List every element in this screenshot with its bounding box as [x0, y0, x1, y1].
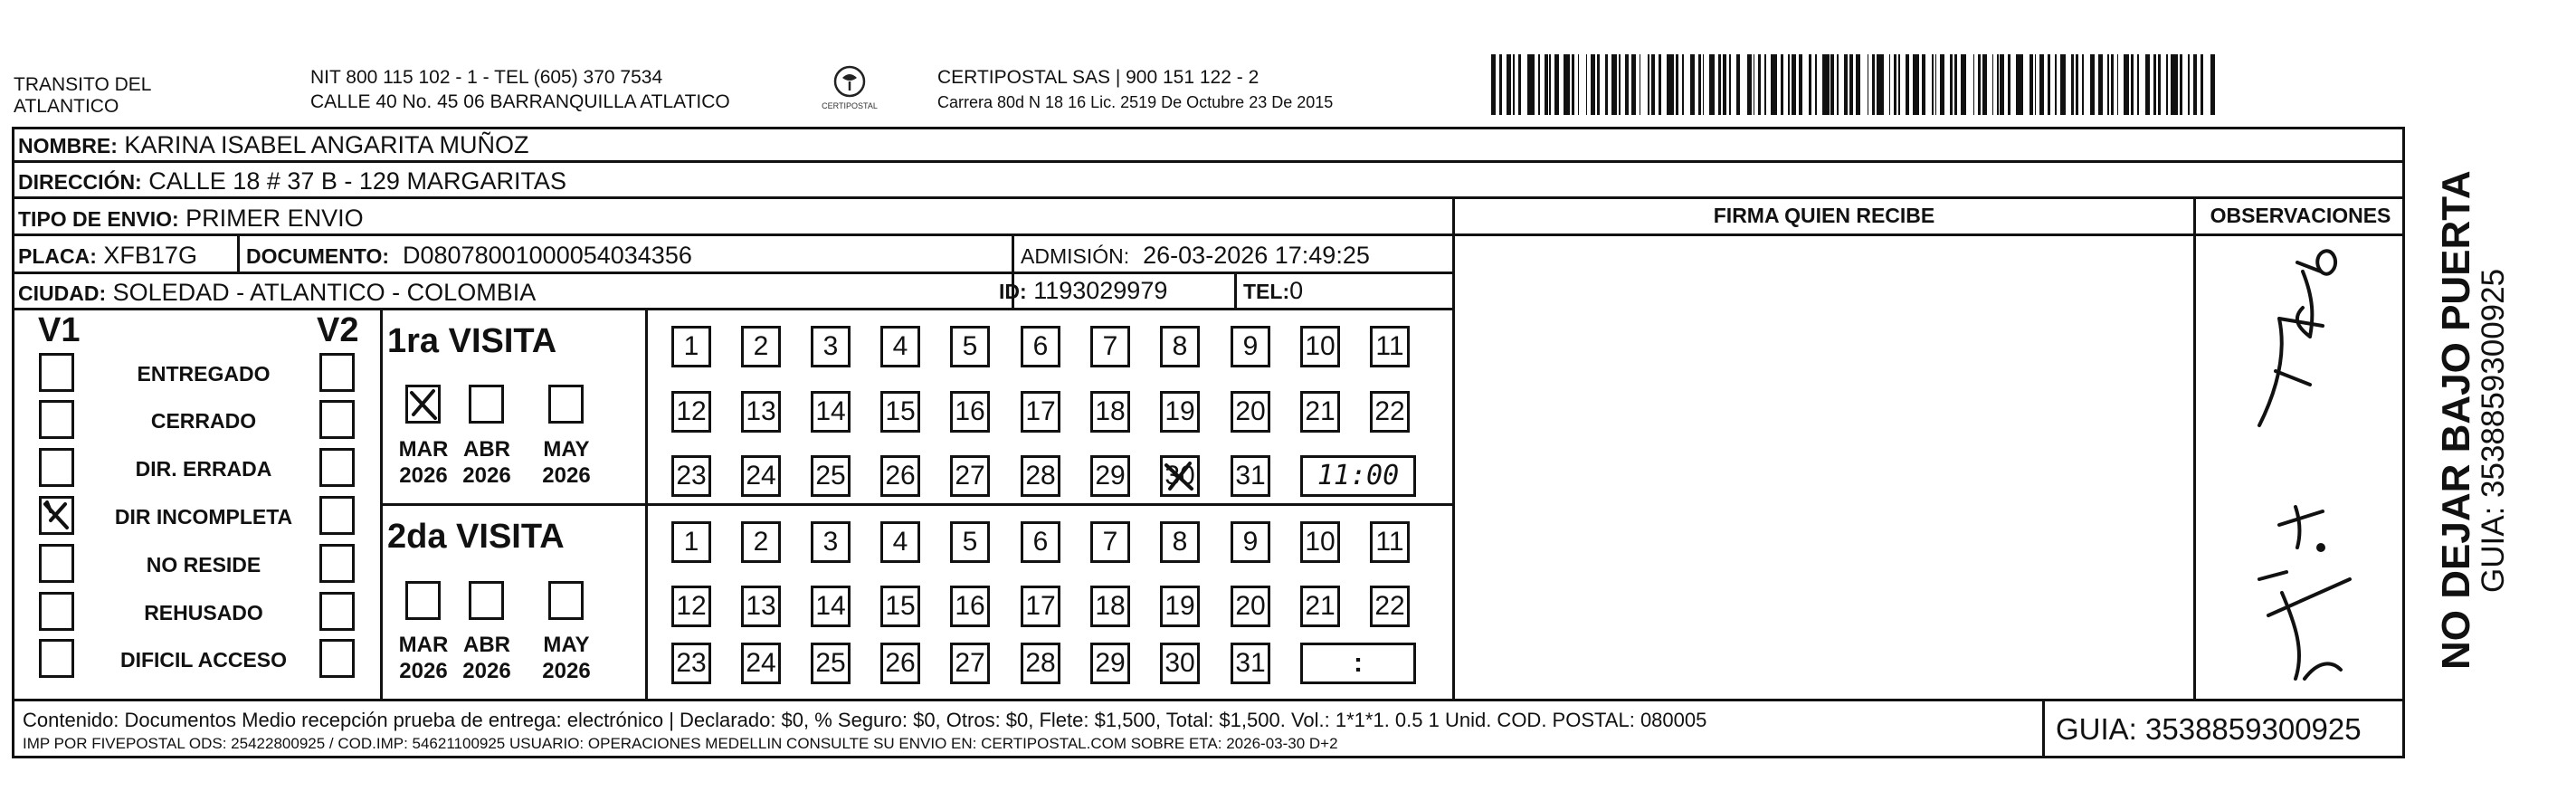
- v1-checkbox-entregado[interactable]: [39, 353, 74, 392]
- visit2-month-checkbox-abr[interactable]: [469, 581, 504, 620]
- barcode-bar: [1648, 54, 1649, 115]
- divider: [645, 308, 648, 700]
- barcode-bar: [2082, 54, 2084, 115]
- visit2-day-29[interactable]: 29: [1090, 643, 1130, 684]
- barcode-bar: [2090, 54, 2095, 115]
- barcode-bar: [1513, 54, 1515, 115]
- visit2-day-1[interactable]: 1: [671, 521, 711, 563]
- visit1-month-label: [535, 436, 598, 489]
- placa-value: XFB17G: [103, 242, 197, 269]
- company-name: CERTIPOSTAL SAS | 900 151 122 - 2: [937, 67, 1259, 88]
- barcode-bar: [2145, 54, 2150, 115]
- barcode-bar: [1591, 54, 1595, 115]
- status-label: DIFICIL ACCESO: [119, 648, 287, 672]
- barcode-bar: [1954, 54, 1957, 115]
- barcode-bar: [1922, 54, 1925, 115]
- barcode-bar: [1640, 54, 1641, 115]
- visit1-month-label: [455, 436, 518, 489]
- ciudad-value: SOLEDAD - ATLANTICO - COLOMBIA: [112, 279, 537, 306]
- barcode-bar: [1538, 54, 1540, 115]
- month-year: 2026: [462, 659, 511, 683]
- barcode-bar: [1619, 54, 1621, 115]
- visit1-day-30[interactable]: 30: [1160, 455, 1200, 497]
- visit1-day-18[interactable]: 18: [1090, 391, 1130, 433]
- barcode-bar: [1625, 54, 1628, 115]
- barcode-bar: [2098, 54, 2103, 115]
- visit2-day-12[interactable]: 12: [671, 586, 711, 627]
- barcode-bar: [1877, 54, 1884, 115]
- documento-label: DOCUMENTO:: [246, 244, 390, 268]
- barcode-bar: [1491, 54, 1496, 115]
- barcode-bar: [1868, 54, 1869, 115]
- barcode-bar: [1932, 54, 1934, 115]
- barcode-bar: [2048, 54, 2050, 115]
- visit2-day-11[interactable]: 11: [1370, 521, 1410, 563]
- visit2-day-13[interactable]: 13: [741, 586, 781, 627]
- barcode-bar: [2008, 54, 2010, 115]
- visit2-day-9[interactable]: 9: [1231, 521, 1270, 563]
- certipostal-logo: [813, 63, 887, 118]
- barcode-bar: [1572, 54, 1574, 115]
- barcode-bar: [1597, 54, 1600, 115]
- visit2-day-2[interactable]: 2: [741, 521, 781, 563]
- visit1-day-20[interactable]: 20: [1231, 391, 1270, 433]
- barcode-bar: [1690, 54, 1695, 115]
- visit1-day-5[interactable]: 5: [950, 326, 990, 367]
- barcode-bar: [1682, 54, 1684, 115]
- visit1-day-14[interactable]: 14: [811, 391, 851, 433]
- signature-area[interactable]: [1455, 235, 2193, 699]
- barcode-bar: [2166, 54, 2168, 115]
- visit1-day-13[interactable]: 13: [741, 391, 781, 433]
- status-label: CERRADO: [150, 409, 257, 433]
- barcode-bar: [1978, 54, 1981, 115]
- barcode-bar: [1830, 54, 1833, 115]
- barcode-bar: [1913, 54, 1918, 115]
- barcode-bar: [1527, 54, 1535, 115]
- barcode-bar: [1781, 54, 1783, 115]
- status-label: ENTREGADO: [137, 362, 271, 386]
- direccion-value: CALLE 18 # 37 B - 129 MARGARITAS: [148, 167, 566, 195]
- visit2-day-22[interactable]: 22: [1370, 586, 1410, 627]
- barcode-bar: [2180, 54, 2182, 115]
- visit2-day-16[interactable]: 16: [950, 586, 990, 627]
- barcode-bar: [2210, 54, 2215, 115]
- barcode-bar: [1809, 54, 1811, 115]
- visit1-day-25[interactable]: 25: [811, 455, 851, 497]
- tipo-envio-row: [18, 205, 364, 233]
- visit2-month-checkbox-mar[interactable]: [405, 581, 441, 620]
- barcode-bar: [2035, 54, 2037, 115]
- v2-header: V2: [317, 311, 359, 349]
- visit2-day-5[interactable]: 5: [950, 521, 990, 563]
- visit2-title: 2da VISITA: [387, 518, 565, 556]
- company-license: Carrera 80d N 18 16 Lic. 2519 De Octubre 23 De 2015: [937, 93, 1334, 111]
- barcode: [1491, 54, 2222, 115]
- imp-text: IMP POR FIVEPOSTAL ODS: 25422800925 / COD.IMP: 54621100925 USUARIO: OPERACIONES MEDELLIN CONSULTE SU ENVIO EN: CERTIPOSTAL.COM SOBRE ETA: 2026-03-30 D+2: [23, 735, 1338, 752]
- observaciones-header: OBSERVACIONES: [2210, 204, 2391, 227]
- v2-checkbox-rehusado[interactable]: [319, 592, 355, 631]
- visit2-month-label: [535, 632, 598, 684]
- barcode-bar: [1940, 54, 1944, 115]
- barcode-bar: [1997, 54, 1999, 115]
- visit2-month-label: [455, 632, 518, 684]
- cross-mark-icon: [1163, 458, 1197, 494]
- tel-field: [1243, 277, 1303, 305]
- month-year: 2026: [462, 463, 511, 488]
- divider: [12, 272, 1455, 274]
- barcode-bar: [2039, 54, 2044, 115]
- month-name: ABR: [463, 437, 510, 462]
- svg-text:CERTIPOSTAL: CERTIPOSTAL: [822, 101, 878, 110]
- side-guia: GUIA: 3538859300925: [2476, 268, 2511, 593]
- observaciones-area[interactable]: [2196, 235, 2405, 699]
- visit2-day-15[interactable]: 15: [880, 586, 920, 627]
- visit2-day-24[interactable]: 24: [741, 643, 781, 684]
- barcode-bar: [2000, 54, 2004, 115]
- month-name: MAY: [543, 437, 590, 462]
- barcode-bar: [1709, 54, 1715, 115]
- admision-label: ADMISIÓN:: [1021, 244, 1130, 268]
- barcode-bar: [2107, 54, 2109, 115]
- v1-checkbox-cerrado[interactable]: [39, 400, 74, 439]
- divider: [2042, 699, 2045, 758]
- barcode-bar: [1849, 54, 1852, 115]
- visit2-day-26[interactable]: 26: [880, 643, 920, 684]
- barcode-bar: [2071, 54, 2074, 115]
- barcode-bar: [2055, 54, 2057, 115]
- visit1-day-19[interactable]: 19: [1160, 391, 1200, 433]
- barcode-bar: [1815, 54, 1817, 115]
- barcode-bar: [1894, 54, 1896, 115]
- sender-address: CALLE 40 No. 45 06 BARRANQUILLA ATLATICO: [310, 91, 730, 112]
- visit1-day-1[interactable]: 1: [671, 326, 711, 367]
- no-dejar-bajo-puerta: NO DEJAR BAJO PUERTA: [2434, 170, 2478, 670]
- visit2-day-3[interactable]: 3: [811, 521, 851, 563]
- barcode-bar: [1935, 54, 1937, 115]
- barcode-bar: [2111, 54, 2114, 115]
- month-year: 2026: [542, 463, 591, 488]
- barcode-bar: [1788, 54, 1790, 115]
- barcode-bar: [1545, 54, 1547, 115]
- v2-checkbox-no-reside[interactable]: [319, 544, 355, 583]
- visit2-day-17[interactable]: 17: [1021, 586, 1060, 627]
- barcode-bar: [2171, 54, 2178, 115]
- visit1-time-field[interactable]: 11:00: [1300, 455, 1416, 497]
- contenido-text: Contenido: Documentos Medio recepción prueba de entrega: electrónico | Declarado: $0, % Seguro: $0, Otros: $0, Flete: $1,500, Total: $1,500. Vol.: 1*1*1. 0.5 1 Unid. COD. POSTAL: 080005: [23, 709, 1707, 731]
- visit1-day-17[interactable]: 17: [1021, 391, 1060, 433]
- divider: [380, 308, 383, 700]
- barcode-bar: [1822, 54, 1830, 115]
- tipo-envio-label: TIPO DE ENVIO:: [18, 207, 179, 231]
- sender-name-line2: ATLANTICO: [14, 96, 119, 117]
- visit1-month-checkbox-mar[interactable]: [405, 385, 441, 424]
- visit2-day-8[interactable]: 8: [1160, 521, 1200, 563]
- visit1-day-10[interactable]: 10: [1300, 326, 1340, 367]
- barcode-bar: [1729, 54, 1731, 115]
- barcode-bar: [1961, 54, 1966, 115]
- visit2-day-6[interactable]: 6: [1021, 521, 1060, 563]
- visit2-day-27[interactable]: 27: [950, 643, 990, 684]
- v2-checkbox-dir-incompleta[interactable]: [319, 496, 355, 535]
- barcode-bar: [1982, 54, 1987, 115]
- sender-nit: NIT 800 115 102 - 1 - TEL (605) 370 7534: [310, 67, 663, 88]
- barcode-bar: [2029, 54, 2032, 115]
- barcode-bar: [1499, 54, 1502, 115]
- visit1-day-2[interactable]: 2: [741, 326, 781, 367]
- barcode-bar: [1771, 54, 1776, 115]
- check-mark-icon: [408, 387, 438, 421]
- visit2-day-18[interactable]: 18: [1090, 586, 1130, 627]
- firma-header: FIRMA QUIEN RECIBE: [1713, 204, 1935, 227]
- tipo-envio-value: PRIMER ENVIO: [185, 205, 364, 232]
- barcode-bar: [1764, 54, 1766, 115]
- month-name: MAR: [398, 633, 449, 657]
- barcode-bar: [1758, 54, 1761, 115]
- month-name: MAY: [543, 633, 590, 657]
- barcode-bar: [1973, 54, 1975, 115]
- v1-checkbox-dificil-acceso[interactable]: [39, 639, 74, 678]
- visit1-month-checkbox-abr[interactable]: [469, 385, 504, 424]
- visit2-day-28[interactable]: 28: [1021, 643, 1060, 684]
- barcode-bar: [1676, 54, 1678, 115]
- barcode-bar: [1698, 54, 1701, 115]
- barcode-bar: [1844, 54, 1849, 115]
- divider: [237, 233, 240, 272]
- ciudad-label: CIUDAD:: [18, 281, 107, 305]
- admision-field: [1021, 242, 1370, 270]
- barcode-bar: [1906, 54, 1910, 115]
- barcode-bar: [2124, 54, 2129, 115]
- barcode-bar: [1507, 54, 1511, 115]
- barcode-bar: [2201, 54, 2203, 115]
- month-name: MAR: [398, 437, 449, 462]
- v1-checkbox-dir-incompleta[interactable]: [39, 496, 74, 535]
- visit2-month-label: [392, 632, 455, 684]
- barcode-bar: [1549, 54, 1551, 115]
- visit1-title: 1ra VISITA: [387, 322, 557, 360]
- check-mark-icon: [42, 499, 71, 532]
- admision-value: 26-03-2026 17:49:25: [1143, 242, 1370, 269]
- visit2-day-19[interactable]: 19: [1160, 586, 1200, 627]
- v1-checkbox-rehusado[interactable]: [39, 592, 74, 631]
- barcode-bar: [2153, 54, 2156, 115]
- barcode-bar: [1631, 54, 1636, 115]
- barcode-bar: [2193, 54, 2198, 115]
- v2-checkbox-dificil-acceso[interactable]: [319, 639, 355, 678]
- barcode-bar: [1754, 54, 1755, 115]
- direccion-row: [18, 167, 566, 195]
- visit2-day-20[interactable]: 20: [1231, 586, 1270, 627]
- visit1-day-8[interactable]: 8: [1160, 326, 1200, 367]
- divider: [12, 196, 2405, 199]
- visit1-day-26[interactable]: 26: [880, 455, 920, 497]
- visit2-day-30[interactable]: 30: [1160, 643, 1200, 684]
- visit2-day-7[interactable]: 7: [1090, 521, 1130, 563]
- status-label: DIR INCOMPLETA: [114, 505, 293, 529]
- barcode-bar: [2117, 54, 2119, 115]
- visit2-time-field[interactable]: :: [1300, 643, 1416, 684]
- month-year: 2026: [399, 659, 448, 683]
- tel-value: 0: [1289, 277, 1304, 304]
- ciudad-field: [18, 279, 536, 307]
- placa-label: PLACA:: [18, 244, 97, 268]
- status-label: REHUSADO: [144, 601, 263, 624]
- status-label: DIR. ERRADA: [135, 457, 272, 481]
- visit2-day-21[interactable]: 21: [1300, 586, 1340, 627]
- sender-name-line1: TRANSITO DEL: [14, 74, 152, 95]
- v1-checkbox-dir-errada[interactable]: [39, 448, 74, 487]
- visit1-day-21[interactable]: 21: [1300, 391, 1340, 433]
- v2-checkbox-cerrado[interactable]: [319, 400, 355, 439]
- barcode-bar: [2076, 54, 2078, 115]
- visit1-day-7[interactable]: 7: [1090, 326, 1130, 367]
- barcode-bar: [1703, 54, 1705, 115]
- footer-guia: GUIA: 3538859300925: [2056, 712, 2362, 746]
- barcode-bar: [2131, 54, 2134, 115]
- month-year: 2026: [399, 463, 448, 488]
- barcode-bar: [1736, 54, 1741, 115]
- visit1-day-23[interactable]: 23: [671, 455, 711, 497]
- barcode-bar: [2016, 54, 2023, 115]
- barcode-bar: [2158, 54, 2161, 115]
- nombre-row: [18, 131, 529, 159]
- barcode-bar: [1889, 54, 1891, 115]
- visit2-day-4[interactable]: 4: [880, 521, 920, 563]
- barcode-bar: [1950, 54, 1953, 115]
- visit2-day-10[interactable]: 10: [1300, 521, 1340, 563]
- visit1-day-11[interactable]: 11: [1370, 326, 1410, 367]
- tel-label: TEL:: [1243, 280, 1290, 303]
- divider: [1234, 272, 1237, 308]
- nombre-value: KARINA ISABEL ANGARITA MUÑOZ: [124, 131, 529, 158]
- id-value: 1193029979: [1033, 277, 1168, 304]
- barcode-bar: [1799, 54, 1801, 115]
- barcode-bar: [1578, 54, 1580, 115]
- barcode-bar: [1792, 54, 1796, 115]
- barcode-bar: [1747, 54, 1752, 115]
- visit1-day-29[interactable]: 29: [1090, 455, 1130, 497]
- visit1-month-checkbox-may[interactable]: [548, 385, 584, 424]
- barcode-bar: [1992, 54, 1994, 115]
- barcode-bar: [1605, 54, 1608, 115]
- visit1-day-12[interactable]: 12: [671, 391, 711, 433]
- visit2-day-25[interactable]: 25: [811, 643, 851, 684]
- barcode-bar: [1837, 54, 1839, 115]
- barcode-bar: [1611, 54, 1617, 115]
- visit1-day-22[interactable]: 22: [1370, 391, 1410, 433]
- barcode-bar: [1898, 54, 1900, 115]
- barcode-bar: [1856, 54, 1860, 115]
- visit1-day-6[interactable]: 6: [1021, 326, 1060, 367]
- barcode-bar: [1659, 54, 1661, 115]
- barcode-bar: [1872, 54, 1875, 115]
- barcode-bar: [2060, 54, 2066, 115]
- divider: [380, 503, 1455, 506]
- visit1-month-label: [392, 436, 455, 489]
- barcode-bar: [1667, 54, 1674, 115]
- visit1-day-24[interactable]: 24: [741, 455, 781, 497]
- id-label: ID:: [999, 280, 1027, 303]
- barcode-bar: [1564, 54, 1569, 115]
- visit1-day-16[interactable]: 16: [950, 391, 990, 433]
- handwritten-observation: [2196, 235, 2405, 699]
- direccion-label: DIRECCIÓN:: [18, 170, 142, 194]
- nombre-label: NOMBRE:: [18, 134, 118, 157]
- divider: [12, 699, 2405, 701]
- divider: [12, 308, 1455, 310]
- status-label: NO RESIDE: [146, 553, 261, 577]
- barcode-bar: [1554, 54, 1559, 115]
- visit2-day-23[interactable]: 23: [671, 643, 711, 684]
- barcode-bar: [1723, 54, 1725, 115]
- barcode-bar: [2137, 54, 2139, 115]
- month-name: ABR: [463, 633, 510, 657]
- visit2-month-checkbox-may[interactable]: [548, 581, 584, 620]
- documento-value: D08078001000054034356: [403, 242, 692, 269]
- visit1-day-31[interactable]: 31: [1231, 455, 1270, 497]
- barcode-bar: [1651, 54, 1656, 115]
- month-year: 2026: [542, 659, 591, 683]
- v1-checkbox-no-reside[interactable]: [39, 544, 74, 583]
- visit2-day-14[interactable]: 14: [811, 586, 851, 627]
- v2-checkbox-entregado[interactable]: [319, 353, 355, 392]
- visit1-day-15[interactable]: 15: [880, 391, 920, 433]
- visit1-day-4[interactable]: 4: [880, 326, 920, 367]
- visit2-day-31[interactable]: 31: [1231, 643, 1270, 684]
- placa-field: [18, 242, 197, 270]
- documento-field: [246, 242, 692, 270]
- divider: [12, 160, 2405, 163]
- barcode-bar: [1586, 54, 1588, 115]
- visit1-day-3[interactable]: 3: [811, 326, 851, 367]
- barcode-bar: [1718, 54, 1721, 115]
- barcode-bar: [1518, 54, 1521, 115]
- visit1-day-28[interactable]: 28: [1021, 455, 1060, 497]
- v1-header: V1: [38, 311, 81, 349]
- v2-checkbox-dir-errada[interactable]: [319, 448, 355, 487]
- id-field: [999, 277, 1167, 305]
- barcode-bar: [2188, 54, 2190, 115]
- visit1-day-27[interactable]: 27: [950, 455, 990, 497]
- visit1-day-9[interactable]: 9: [1231, 326, 1270, 367]
